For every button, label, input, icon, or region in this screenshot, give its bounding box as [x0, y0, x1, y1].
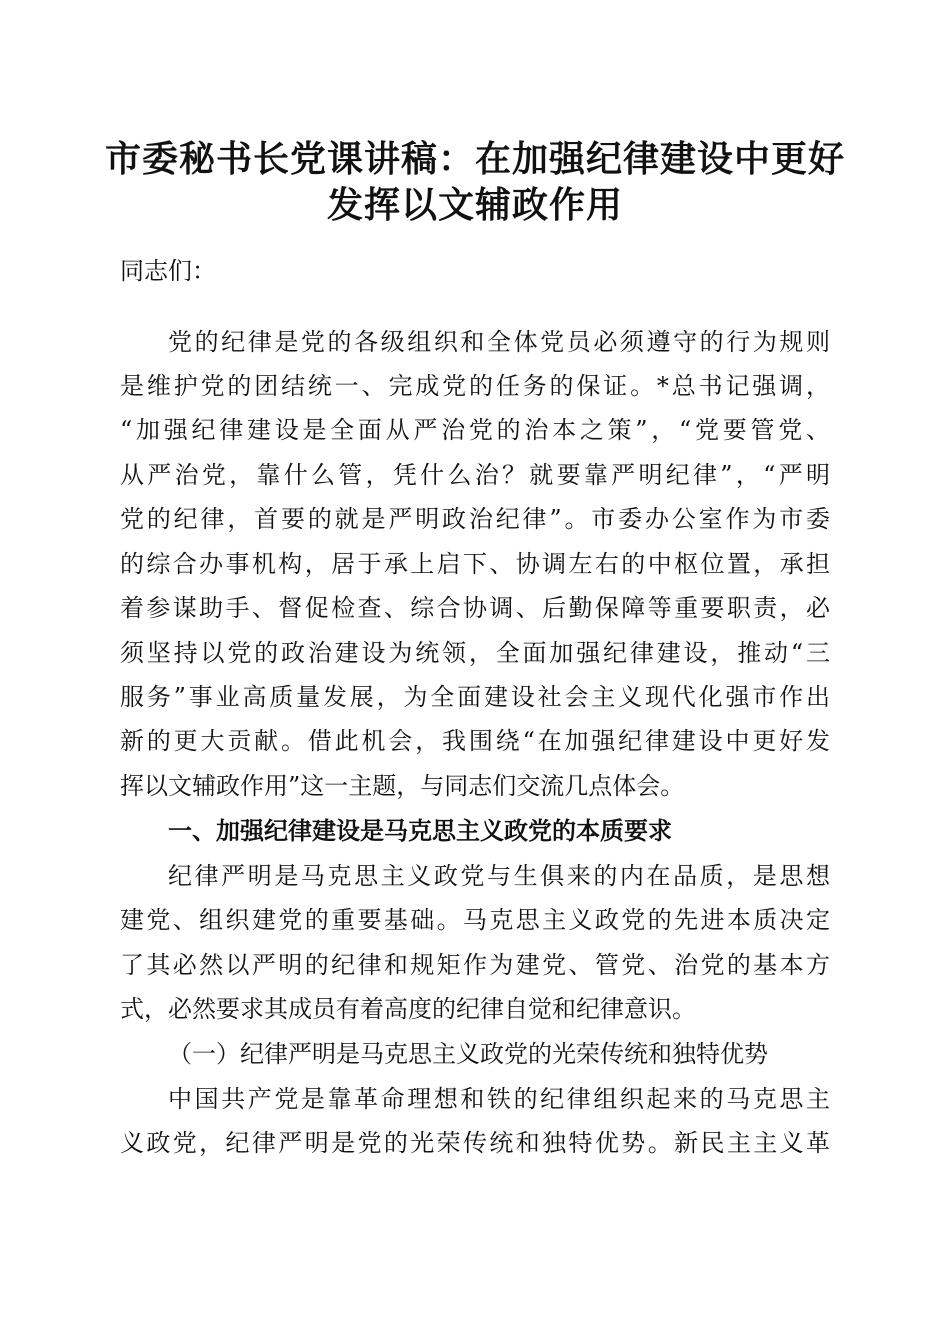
intro-line: 服务”事业高质量发展，为全面建设社会主义现代化强市作出	[120, 683, 830, 711]
intro-line: “加强纪律建设是全面从严治党的治本之策”，“党要管党、	[120, 416, 830, 444]
intro-line: 的综合办事机构，居于承上启下、协调左右的中枢位置，承担	[120, 550, 830, 578]
document-title-line-2: 发挥以文辅政作用	[326, 184, 623, 226]
section-heading: 一、加强纪律建设是马克思主义政党的本质要求	[168, 817, 672, 845]
section-line: 式，必然要求其成员有着高度的纪律自觉和纪律意识。	[120, 995, 696, 1023]
intro-line: 党的纪律是党的各级组织和全体党员必须遵守的行为规则	[168, 328, 830, 356]
intro-line: 挥以文辅政作用”这一主题，与同志们交流几点体会。	[120, 772, 685, 800]
section-line: 纪律严明是马克思主义政党与生俱来的内在品质，是思想	[168, 862, 830, 890]
subsection-heading: （一）纪律严明是马克思主义政党的光荣传统和独特优势	[168, 1040, 768, 1068]
intro-line: 着参谋助手、督促检查、综合协调、后勤保障等重要职责，必	[120, 594, 830, 622]
section-line: 了其必然以严明的纪律和规矩作为建党、管党、治党的基本方	[120, 951, 830, 979]
intro-line: 须坚持以党的政治建设为统领，全面加强纪律建设，推动“三	[120, 639, 830, 667]
intro-line: 从严治党，靠什么管，凭什么治？就要靠严明纪律”，“严明	[120, 461, 830, 489]
subsection-line: 义政党，纪律严明是党的光荣传统和独特优势。新民主主义革	[120, 1129, 830, 1157]
intro-line: 是维护党的团结统一、完成党的任务的保证。*总书记强调，	[120, 372, 830, 400]
subsection-line: 中国共产党是靠革命理想和铁的纪律组织起来的马克思主	[168, 1085, 830, 1113]
section-line: 建党、组织建党的重要基础。马克思主义政党的先进本质决定	[120, 906, 830, 934]
intro-line: 新的更大贡献。借此机会，我围绕“在加强纪律建设中更好发	[120, 727, 830, 755]
salutation: 同志们：	[120, 257, 216, 285]
document-title-line-1: 市委秘书长党课讲稿：在加强纪律建设中更好	[104, 138, 845, 180]
intro-line: 党的纪律，首要的就是严明政治纪律”。市委办公室作为市委	[120, 505, 830, 533]
